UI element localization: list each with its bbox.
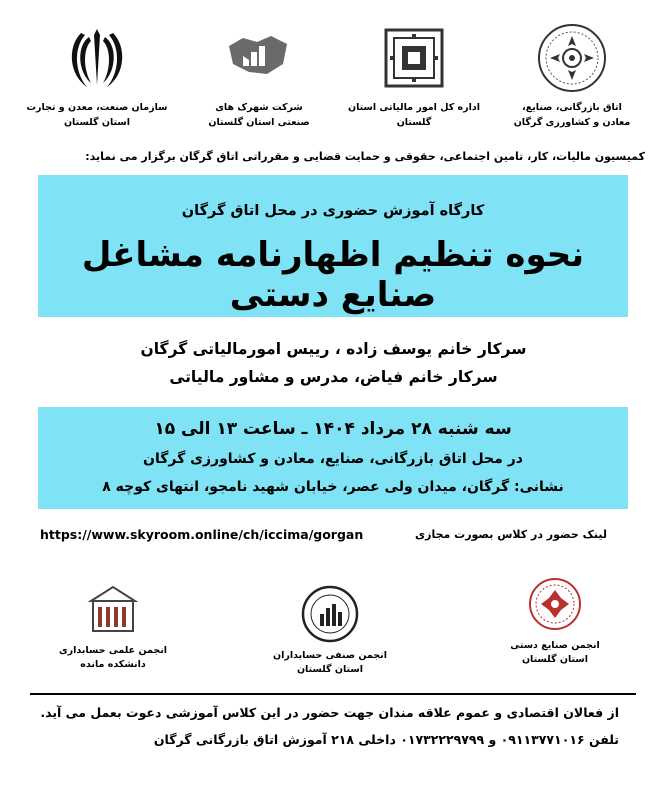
venue-text: در محل اتاق بازرگانی، صنایع، معادن و کشاورزی گرگان <box>143 451 523 467</box>
logo-handicrafts-association: انجمن صنایع دستی استان گلستان <box>470 573 640 667</box>
contact-phones: تلفن ۰۹۱۱۳۷۷۱۰۱۶ و ۰۱۷۳۲۲۲۹۷۹۹ داخلی ۲۱۸ آموزش اتاق بازرگانی گرگان <box>153 732 619 747</box>
handicrafts-association-logo-icon <box>527 576 583 632</box>
accountants-association-logo-icon <box>300 584 360 644</box>
online-link-row <box>0 527 667 549</box>
chamber-of-commerce-logo-icon <box>536 22 608 94</box>
bottom-logos <box>0 573 667 683</box>
tax-affairs-logo-icon <box>382 26 446 90</box>
accounting-society-logo-icon <box>85 581 141 637</box>
logo-iran-emblem: سازمان صنعت، معدن و تجارت استان گلستان <box>22 22 172 130</box>
schedule-text: سه شنبه ۲۸ مرداد ۱۴۰۴ ـ ساعت ۱۳ الی ۱۵ <box>154 419 512 439</box>
workshop-subtitle: کارگاه آموزش حضوری در محل اتاق گرگان <box>181 203 485 219</box>
top-logos <box>22 22 647 132</box>
title-band <box>38 175 628 317</box>
divider <box>30 693 636 695</box>
online-link-label: لینک حضور در کلاس بصورت مجازی <box>415 528 607 541</box>
speaker-1: سرکار خانم یوسف زاده ، رییس امورمالیاتی گرگان <box>140 340 527 358</box>
address-text: نشانی: گرگان، میدان ولی عصر، خیابان شهید نامجو، انتهای کوچه ۸ <box>102 479 564 495</box>
speaker-2: سرکار خانم فیاض، مدرس و مشاور مالیاتی <box>169 368 498 386</box>
iran-emblem-icon <box>67 25 127 91</box>
logo-chamber-of-commerce: اتاق بازرگانی، صنایع، معادن و کشاورزی گرگان <box>497 22 647 130</box>
logo-accounting-society: انجمن علمی حسابداری دانشکده مانده <box>28 578 198 672</box>
page-title: نحوه تنظیم اظهارنامه مشاغل صنایع دستی <box>81 235 585 315</box>
invitation-text: از فعالان اقتصادی و عموم علاقه مندان جهت حضور در این کلاس آموزشی دعوت بعمل می آید. <box>40 705 619 720</box>
logo-accountants-association: انجمن صنفی حسابداران استان گلستان <box>245 583 415 677</box>
logo-tax-affairs: اداره کل امور مالیاتی استان گلستان <box>339 22 489 130</box>
industrial-estates-logo-icon <box>223 28 295 88</box>
online-class-link[interactable]: https://www.skyroom.online/ch/iccima/gorgan <box>40 527 364 542</box>
logo-industrial-estates: شرکت شهرک های صنعتی استان گلستان <box>184 22 334 130</box>
organizer-intro: کمیسیون مالیات، کار، تامین اجتماعی، حقوقی و حمایت قضایی و مقرراتی اتاق گرگان برگزار می نماید: <box>85 150 645 163</box>
details-band <box>38 407 628 509</box>
